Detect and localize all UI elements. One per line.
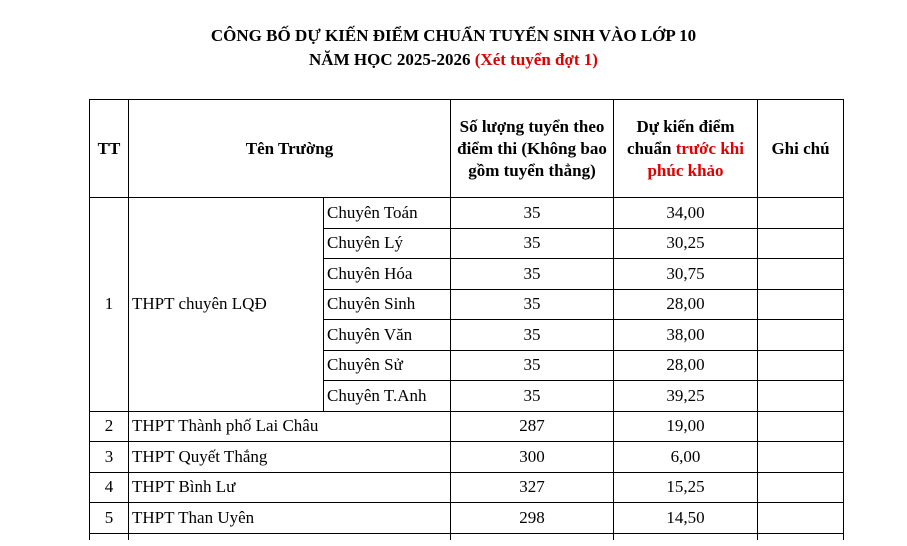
cutoff-score-table — [89, 99, 844, 540]
quota-cell: 287 — [451, 411, 614, 442]
note-cell — [758, 350, 844, 381]
document-title: CÔNG BỐ DỰ KIẾN ĐIỂM CHUẨN TUYỂN SINH VÀO LỚP 10 — [210, 26, 697, 45]
table-row — [90, 442, 844, 473]
note-cell — [758, 503, 844, 534]
quota-cell: 35 — [451, 259, 614, 290]
row-tt: 1 — [90, 198, 129, 412]
row-tt: 4 — [90, 472, 129, 503]
row-tt: 5 — [90, 503, 129, 534]
header-score-label: Dự kiến điểm chuẩn — [627, 116, 735, 158]
school-year: NĂM HỌC 2025-2026 — [309, 50, 471, 69]
quota-cell: 300 — [451, 442, 614, 473]
note-cell — [758, 198, 844, 229]
note-cell — [758, 320, 844, 351]
quota-cell: 327 — [451, 472, 614, 503]
note-cell — [758, 442, 844, 473]
header-score — [614, 100, 758, 198]
score-cell: 39,25 — [614, 381, 758, 412]
score-cell: 30,25 — [614, 228, 758, 259]
school-name: THPT Quyết Thắng — [129, 442, 451, 473]
row-tt: 3 — [90, 442, 129, 473]
class-name: Chuyên Văn — [324, 320, 451, 351]
quota-cell: 35 — [451, 228, 614, 259]
score-cell: 38,00 — [614, 320, 758, 351]
note-cell — [758, 259, 844, 290]
class-name: Chuyên Toán — [324, 198, 451, 229]
note-cell — [758, 381, 844, 412]
note-cell — [758, 411, 844, 442]
quota-cell: 35 — [451, 320, 614, 351]
score-cell: 6,00 — [614, 442, 758, 473]
note-cell — [758, 228, 844, 259]
score-cell: 28,00 — [614, 350, 758, 381]
score-cell: 19,00 — [614, 411, 758, 442]
table-row — [90, 472, 844, 503]
quota-cell: 35 — [451, 198, 614, 229]
quota-cell: 35 — [451, 289, 614, 320]
score-cell: 34,00 — [614, 198, 758, 229]
header-note: Ghi chú — [758, 100, 844, 198]
header-school: Tên Trường — [129, 100, 451, 198]
table-header-row — [90, 100, 844, 198]
table-row-cut — [90, 533, 844, 540]
table-row — [90, 411, 844, 442]
table-row — [90, 198, 844, 229]
header-quota: Số lượng tuyển theo điểm thi (Không bao gồm tuyển thẳng) — [451, 100, 614, 198]
score-cell: 30,75 — [614, 259, 758, 290]
quota-cell: 35 — [451, 350, 614, 381]
school-name: THPT Bình Lư — [129, 472, 451, 503]
class-name: Chuyên T.Anh — [324, 381, 451, 412]
note-cell — [758, 289, 844, 320]
document-subtitle — [0, 48, 907, 72]
score-cell: 14,50 — [614, 503, 758, 534]
quota-cell: 298 — [451, 503, 614, 534]
header-tt: TT — [90, 100, 129, 198]
table-row — [90, 503, 844, 534]
note-cell — [758, 472, 844, 503]
score-cell: 28,00 — [614, 289, 758, 320]
school-name: THPT Thành phố Lai Châu — [129, 411, 451, 442]
admission-round: (Xét tuyển đợt 1) — [474, 50, 598, 69]
class-name: Chuyên Sử — [324, 350, 451, 381]
class-name: Chuyên Hóa — [324, 259, 451, 290]
school-name: THPT chuyên LQĐ — [129, 198, 324, 412]
row-tt: 2 — [90, 411, 129, 442]
header-score-note: trước khi phúc khảo — [647, 138, 744, 180]
score-cell: 15,25 — [614, 472, 758, 503]
school-name: THPT Than Uyên — [129, 503, 451, 534]
class-name: Chuyên Lý — [324, 228, 451, 259]
class-name: Chuyên Sinh — [324, 289, 451, 320]
quota-cell: 35 — [451, 381, 614, 412]
